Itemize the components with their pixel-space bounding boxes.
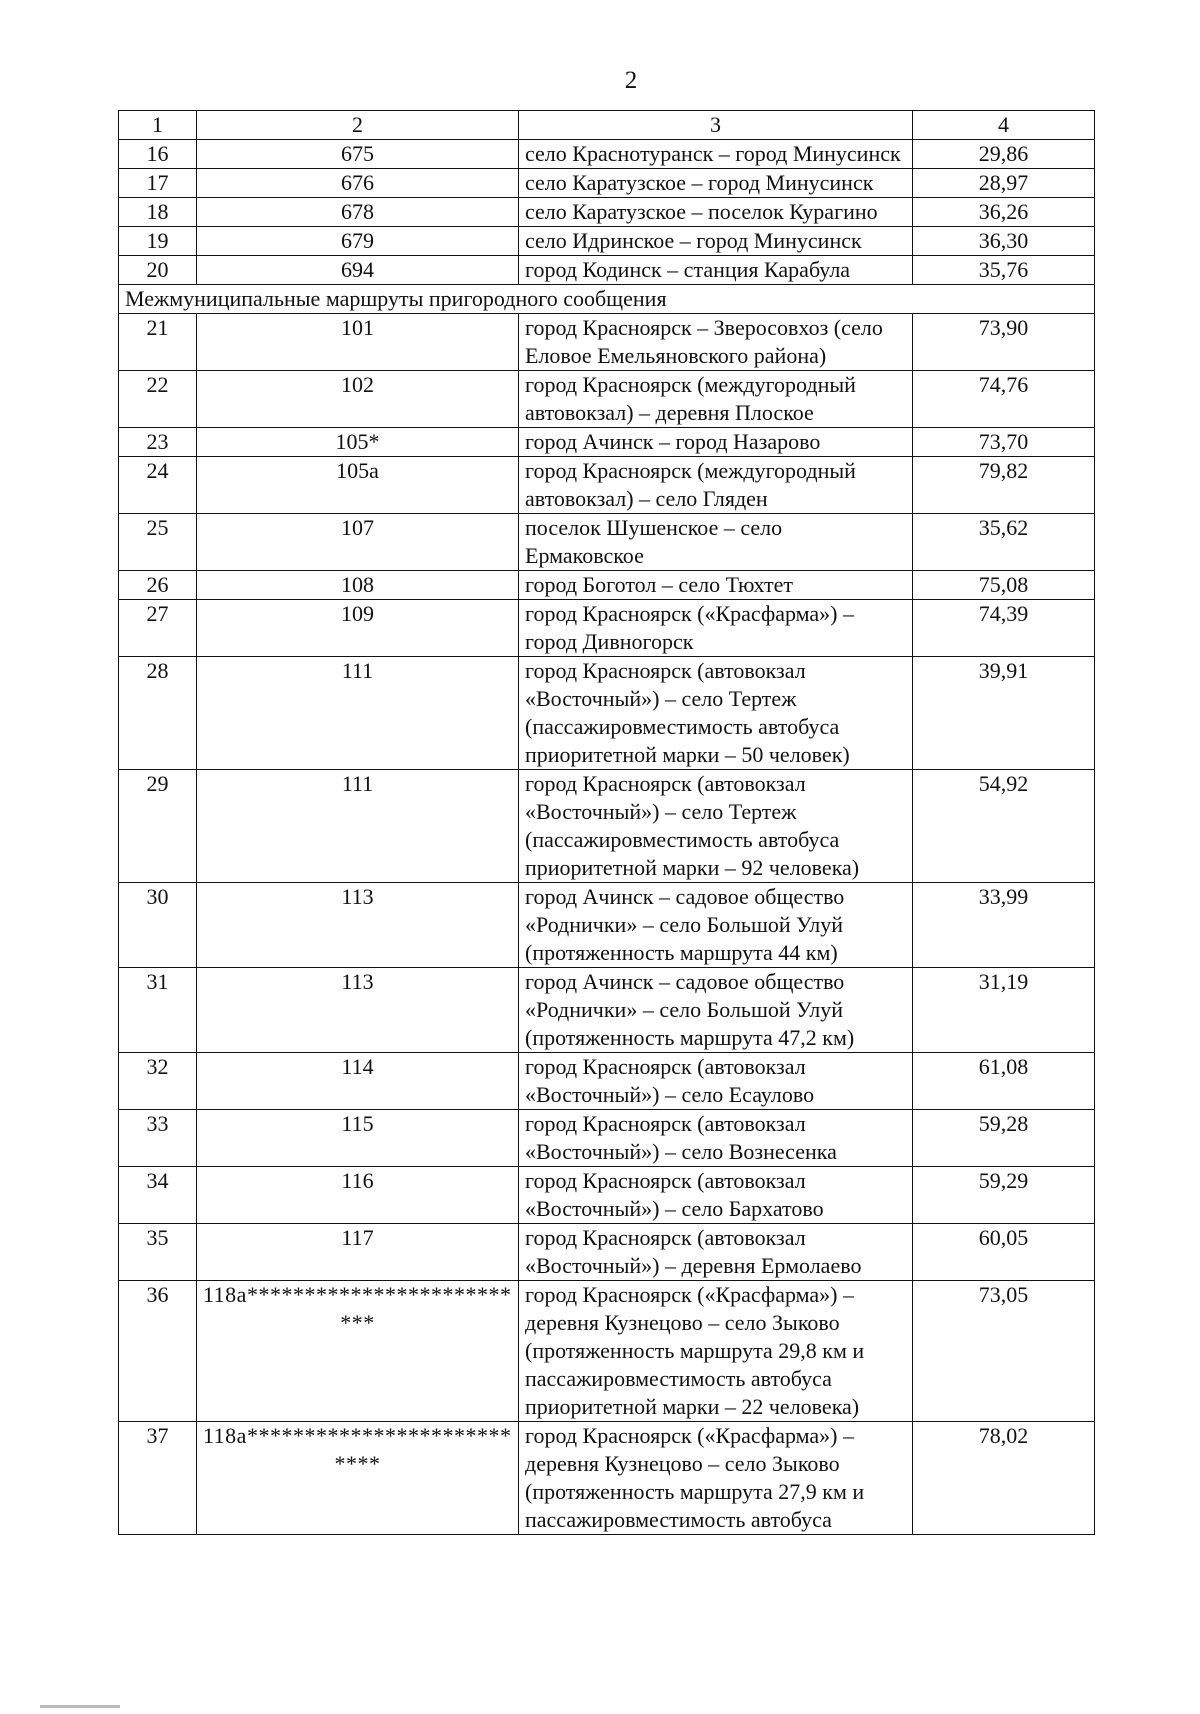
fare-value: 73,05 [913,1281,1095,1422]
route-description: город Кодинск – станция Карабула [519,256,913,285]
table-row [119,169,1095,198]
route-number: 109 [197,600,519,657]
fare-value: 39,91 [913,657,1095,770]
table-row [119,256,1095,285]
route-description: город Ачинск – город Назарово [519,428,913,457]
row-number: 26 [119,571,197,600]
route-description: город Красноярск (междугородный автовокзал) – деревня Плоское [519,371,913,428]
section-row [119,285,1095,314]
table-row [119,371,1095,428]
scan-mark [40,1705,120,1708]
fare-value: 36,26 [913,198,1095,227]
row-number: 31 [119,968,197,1053]
row-number: 37 [119,1422,197,1535]
fare-value: 29,86 [913,140,1095,169]
route-number: 694 [197,256,519,285]
route-description: город Ачинск – садовое общество «Роднички» – село Большой Улуй (протяженность маршрута 44 км) [519,883,913,968]
route-number: 108 [197,571,519,600]
route-description: село Каратузское – поселок Курагино [519,198,913,227]
route-description: город Красноярск (междугородный автовокзал) – село Гляден [519,457,913,514]
table-row [119,571,1095,600]
row-number: 22 [119,371,197,428]
fare-value: 35,76 [913,256,1095,285]
route-number: 678 [197,198,519,227]
fare-value: 74,76 [913,371,1095,428]
row-number: 35 [119,1224,197,1281]
route-description: город Красноярск (автовокзал «Восточный») – село Вознесенка [519,1110,913,1167]
header-cell-route: 2 [197,111,519,140]
row-number: 21 [119,314,197,371]
fare-value: 61,08 [913,1053,1095,1110]
route-number: 117 [197,1224,519,1281]
table-row [119,227,1095,256]
header-cell-number: 1 [119,111,197,140]
row-number: 30 [119,883,197,968]
table-row [119,1224,1095,1281]
row-number: 36 [119,1281,197,1422]
route-number: 111 [197,657,519,770]
table-row [119,314,1095,371]
table-row [119,198,1095,227]
table-row [119,968,1095,1053]
fare-value: 59,28 [913,1110,1095,1167]
fare-value: 59,29 [913,1167,1095,1224]
table-row [119,600,1095,657]
row-number: 18 [119,198,197,227]
route-number: 102 [197,371,519,428]
fare-value: 31,19 [913,968,1095,1053]
header-cell-description: 3 [519,111,913,140]
route-number-line2: *** [340,1310,375,1335]
fare-value: 75,08 [913,571,1095,600]
row-number: 27 [119,600,197,657]
row-number: 33 [119,1110,197,1167]
route-number [197,1422,519,1535]
route-number: 113 [197,883,519,968]
fare-value: 35,62 [913,514,1095,571]
route-description: город Красноярск («Красфарма») – деревня Кузнецово – село Зыково (протяженность маршрута 27,9 км и пассажировместимость автобуса [519,1422,913,1535]
route-description: город Красноярск (автовокзал «Восточный») – село Есаулово [519,1053,913,1110]
route-description: село Краснотуранск – город Минусинск [519,140,913,169]
table-row [119,770,1095,883]
route-number: 675 [197,140,519,169]
route-description: город Боготол – село Тюхтет [519,571,913,600]
fare-value: 54,92 [913,770,1095,883]
table-row [119,1110,1095,1167]
route-number: 107 [197,514,519,571]
route-number: 105* [197,428,519,457]
fare-value: 79,82 [913,457,1095,514]
table-row [119,428,1095,457]
route-description: село Каратузское – город Минусинск [519,169,913,198]
route-description: город Красноярск – Зверосовхоз (село Еловое Емельяновского района) [519,314,913,371]
fare-value: 28,97 [913,169,1095,198]
table-row [119,457,1095,514]
route-number: 116 [197,1167,519,1224]
fare-value: 60,05 [913,1224,1095,1281]
route-number [197,1281,519,1422]
route-number: 113 [197,968,519,1053]
route-description: город Красноярск («Красфарма») – город Дивногорск [519,600,913,657]
route-description: город Красноярск («Красфарма») – деревня Кузнецово – село Зыково (протяженность маршрута 29,8 км и пассажировместимость автобуса приоритетной марки – 22 человека) [519,1281,913,1422]
table-row [119,1053,1095,1110]
fare-value: 73,70 [913,428,1095,457]
fares-table [118,110,1095,1535]
row-number: 23 [119,428,197,457]
route-description: поселок Шушенское – село Ермаковское [519,514,913,571]
table-row [119,514,1095,571]
table-row [119,657,1095,770]
table-row [119,1167,1095,1224]
fare-value: 78,02 [913,1422,1095,1535]
route-number-line1: 118а*********************** [203,1282,512,1307]
fare-value: 33,99 [913,883,1095,968]
route-number: 114 [197,1053,519,1110]
row-number: 20 [119,256,197,285]
row-number: 19 [119,227,197,256]
section-title: Межмуниципальные маршруты пригородного сообщения [119,285,1095,314]
table-row [119,1281,1095,1422]
row-number: 25 [119,514,197,571]
table-header-row [119,111,1095,140]
row-number: 28 [119,657,197,770]
route-number-line1: 118а*********************** [203,1423,512,1448]
row-number: 17 [119,169,197,198]
row-number: 16 [119,140,197,169]
fare-value: 73,90 [913,314,1095,371]
fare-value: 36,30 [913,227,1095,256]
page-number: 2 [624,67,638,94]
route-number-line2: **** [334,1451,381,1476]
table-row [119,1422,1095,1535]
route-number: 676 [197,169,519,198]
fare-value: 74,39 [913,600,1095,657]
route-description: город Красноярск (автовокзал «Восточный») – село Тертеж (пассажировместимость автобуса приоритетной марки – 50 человек) [519,657,913,770]
table-row [119,883,1095,968]
route-number: 115 [197,1110,519,1167]
route-number: 101 [197,314,519,371]
row-number: 24 [119,457,197,514]
route-number: 105а [197,457,519,514]
route-description: село Идринское – город Минусинск [519,227,913,256]
route-number: 111 [197,770,519,883]
route-description: город Красноярск (автовокзал «Восточный») – село Тертеж (пассажировместимость автобуса приоритетной марки – 92 человека) [519,770,913,883]
row-number: 32 [119,1053,197,1110]
table-row [119,140,1095,169]
row-number: 34 [119,1167,197,1224]
route-number: 679 [197,227,519,256]
route-description: город Красноярск (автовокзал «Восточный») – деревня Ермолаево [519,1224,913,1281]
row-number: 29 [119,770,197,883]
route-description: город Ачинск – садовое общество «Роднички» – село Большой Улуй (протяженность маршрута 47,2 км) [519,968,913,1053]
route-description: город Красноярск (автовокзал «Восточный») – село Бархатово [519,1167,913,1224]
header-cell-value: 4 [913,111,1095,140]
